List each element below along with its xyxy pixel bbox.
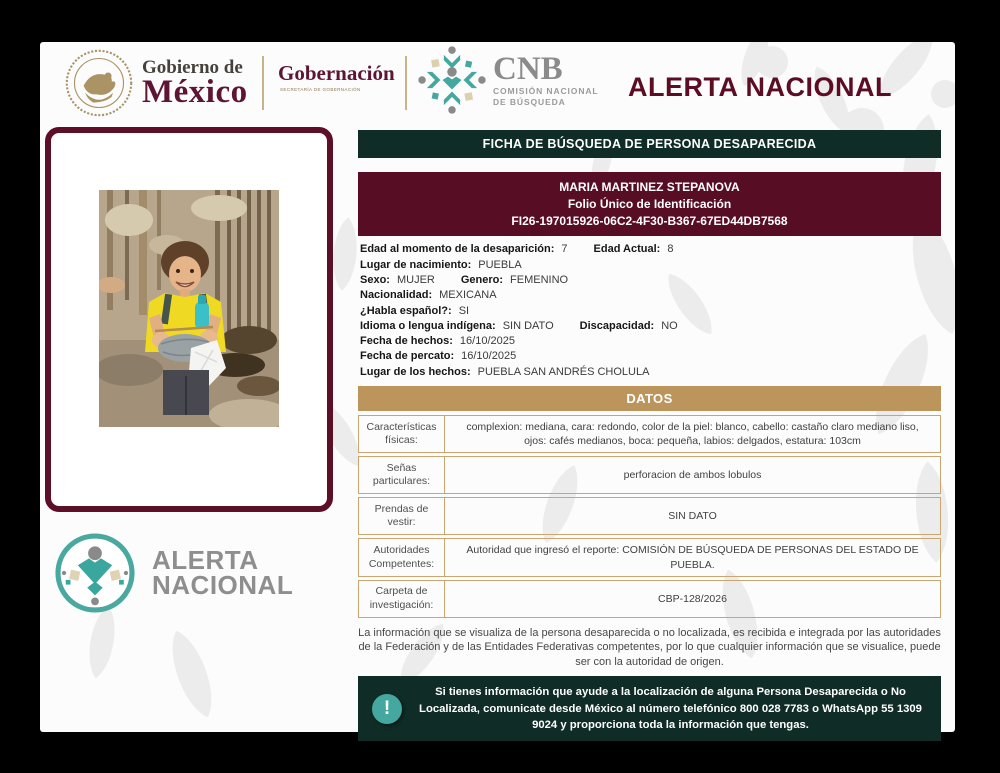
field-pair	[360, 349, 516, 364]
exclamation-glyph: !	[383, 697, 391, 719]
field-pair	[360, 319, 554, 334]
field-line	[360, 349, 941, 364]
datos-banner: DATOS	[358, 386, 941, 411]
person-fields	[360, 242, 941, 380]
person-banner	[358, 172, 941, 236]
datos-row-label: Carpeta de investigación:	[359, 581, 445, 617]
mexico-text: México	[142, 73, 248, 110]
field-value: PUEBLA	[478, 258, 522, 271]
field-value: MUJER	[396, 273, 435, 286]
hotline-banner	[358, 676, 941, 741]
field-label: Discapacidad:	[579, 319, 655, 332]
field-pair	[360, 304, 469, 319]
gobierno-de-text: Gobierno de	[142, 56, 243, 78]
field-line	[360, 304, 941, 319]
datos-row-label: Señas particulares:	[359, 457, 445, 493]
exclamation-icon	[372, 694, 402, 724]
field-value: 7	[561, 243, 568, 256]
field-line	[360, 242, 941, 257]
field-line	[360, 288, 941, 303]
field-value: PUEBLA SAN ANDRÉS CHOLULA	[477, 365, 650, 378]
mexico-seal-icon	[64, 48, 134, 118]
datos-row-value: SIN DATO	[668, 510, 717, 523]
cnb-subtitle-line2: DE BÚSQUEDA	[493, 96, 566, 107]
datos-row-value: perforacion de ambos lobulos	[623, 469, 762, 482]
field-label: ¿Habla español?:	[360, 304, 452, 317]
field-pair	[360, 365, 649, 380]
field-line	[360, 334, 941, 349]
cnb-flower-icon	[418, 46, 486, 114]
field-line	[360, 258, 941, 273]
ficha-banner: FICHA DE BÚSQUEDA DE PERSONA DESAPARECIDA	[358, 130, 941, 158]
alerta-nacional-logo	[52, 530, 293, 616]
field-label: Lugar de nacimiento:	[360, 258, 472, 271]
field-label: Idioma o lengua indígena:	[360, 319, 496, 332]
gobernacion-logo	[278, 62, 395, 92]
field-value: 16/10/2025	[461, 350, 517, 363]
missing-person-photo	[99, 190, 279, 427]
field-value: SIN DATO	[502, 319, 554, 332]
alerta-logo-line1: ALERTA	[152, 544, 259, 575]
field-pair	[360, 334, 515, 349]
cnb-logo	[418, 46, 599, 114]
cnb-subtitle-line1: COMISIÓN NACIONAL	[493, 85, 599, 96]
datos-row	[358, 538, 941, 576]
field-label: Fecha de percato:	[360, 350, 455, 363]
datos-row-value: Autoridad que ingresó el reporte: COMISIÓN DE BÚSQUEDA DE PERSONAS DEL ESTADO DE PUEBLA.	[466, 544, 919, 571]
field-pair	[580, 319, 678, 334]
field-line	[360, 273, 941, 288]
page-title: ALERTA NACIONAL	[628, 72, 892, 102]
header-divider	[262, 56, 264, 110]
field-value: NO	[661, 319, 678, 332]
datos-row	[358, 580, 941, 618]
field-pair	[461, 273, 568, 288]
poster-card	[40, 42, 955, 732]
field-value: MEXICANA	[439, 289, 497, 302]
header-divider	[405, 56, 407, 110]
datos-row	[358, 415, 941, 453]
field-pair	[360, 273, 435, 288]
header	[40, 42, 955, 122]
ficha-content	[358, 130, 941, 741]
datos-row-label: Autoridades Competentes:	[359, 539, 445, 575]
field-label: Lugar de los hechos:	[360, 365, 471, 378]
field-value: SI	[458, 304, 470, 317]
person-folio: FI26-197015926-06C2-4F30-B367-67ED44DB7568	[511, 213, 788, 228]
field-pair	[594, 242, 674, 257]
gobernacion-subtitle: SECRETARÍA DE GOBERNACIÓN	[280, 87, 361, 93]
hotline-text: Si tienes información que ayude a la localización de alguna Persona Desaparecida o No Localizada, comunicate desde México al número telefónico 800 028 7783 o WhatsApp 55 1309 9024 y proporciona toda la información que tengas.	[419, 686, 922, 732]
field-label: Genero:	[460, 273, 504, 286]
field-value: FEMENINO	[510, 273, 569, 286]
gobierno-de-mexico-logo	[64, 48, 248, 118]
datos-row-label: Prendas de vestir:	[359, 498, 445, 534]
field-line	[360, 365, 941, 380]
field-label: Fecha de hechos:	[360, 335, 453, 348]
field-label: Edad al momento de la desaparición:	[360, 243, 555, 256]
folio-label: Folio Único de Identificación	[567, 196, 732, 211]
datos-row	[358, 497, 941, 535]
person-name: MARIA MARTINEZ STEPANOVA	[559, 180, 740, 194]
field-label: Nacionalidad:	[360, 289, 433, 302]
field-line	[360, 319, 941, 334]
disclaimer-text: La información que se visualiza de la persona desaparecida o no localizada, es recibida e integrada por las autoridades de la Federación y de las Entidades Federativas competentes, por lo que cualquier información que se visualice, puede ser con la autoridad de origen.	[358, 626, 941, 668]
field-pair	[360, 258, 522, 273]
field-label: Sexo:	[360, 273, 390, 286]
datos-row-label: Características físicas:	[359, 416, 445, 452]
gobernacion-title: Gobernación	[278, 61, 395, 85]
cnb-acronym: CNB	[493, 50, 563, 87]
alerta-circle-icon	[52, 530, 138, 616]
field-value: 8	[667, 243, 674, 256]
datos-row	[358, 456, 941, 494]
datos-row-value: CBP-128/2026	[658, 592, 727, 605]
field-value: 16/10/2025	[459, 335, 515, 348]
field-pair	[360, 242, 568, 257]
datos-table	[358, 415, 941, 618]
field-pair	[360, 288, 497, 303]
datos-row-value: complexion: mediana, cara: redondo, color de la piel: blanco, cabello: castaño claro mediano liso, ojos: cafés medianos, boca: pequeña, labios: delgados, estatura: 103cm	[466, 421, 919, 448]
field-label: Edad Actual:	[593, 243, 661, 256]
alerta-logo-line2: NACIONAL	[152, 570, 294, 600]
missing-person-photo-frame	[45, 127, 333, 512]
